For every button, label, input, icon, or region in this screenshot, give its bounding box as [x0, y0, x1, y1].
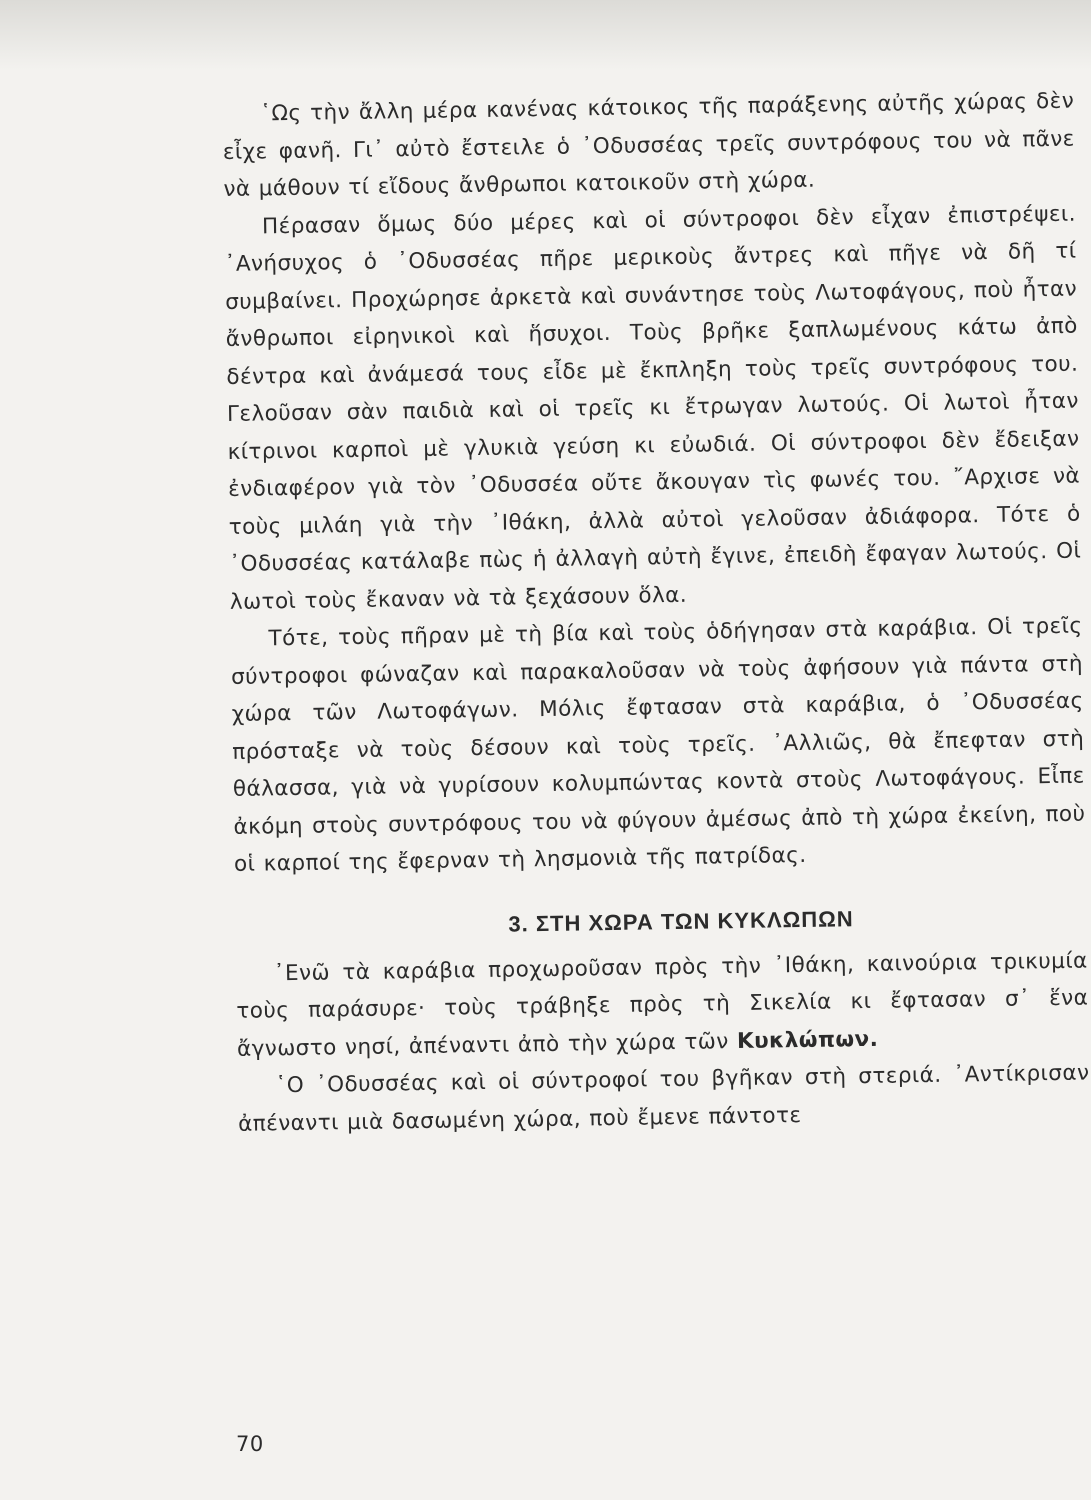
section-paragraph-2: ῾Ο ᾽Οδυσσέας καὶ οἱ σύντροφοί του βγῆκαν στὴ στεριά. ᾽Αντίκρισαν ἀπέναντι μιὰ δασωμένη χώρα, ποὺ ἔμενε πάντοτε	[237, 1060, 1090, 1137]
paragraph-3: Τότε, τοὺς πῆραν μὲ τὴ βία καὶ τοὺς ὁδήγησαν στὰ καράβια. Οἱ τρεῖς σύντροφοι φώναζαν καὶ παρακαλοῦσαν νὰ τοὺς ἀφήσουν γιὰ πάντα στὴ χώρα τῶν Λωτοφάγων. Μόλις ἔφτασαν στὰ καράβια, ὁ ᾽Οδυσσέας πρόσταξε νὰ τοὺς δέσουν καὶ τοὺς τρεῖς. ᾽Αλλιῶς, θὰ ἔπεφταν στὴ θάλασσα, γιὰ νὰ γυρίσουν κολυμπώντας κοντὰ στοὺς Λωτοφάγους. Εἶπε ἀκόμη στοὺς συντρόφους του νὰ φύγουν ἀμέσως ἀπὸ τὴ χώρα ἐκείνη, ποὺ οἱ καρποί της ἔφερναν τὴ λησμονιὰ τῆς πατρίδας.	[230, 613, 1086, 877]
paragraph-2: Πέρασαν ὅμως δύο μέρες καὶ οἱ σύντροφοι δὲν εἶχαν ἐπιστρέψει. ᾽Ανήσυχος ὁ ᾽Οδυσσέας πῆρε μερικοὺς ἄντρες καὶ πῆγε νὰ δῆ τί συμβαίνει. Προχώρησε ἀρκετὰ καὶ συνάντησε τοὺς Λωτοφάγους, ποὺ ἦταν ἄνθρωποι εἰρηνικοὶ καὶ ἥσυχοι. Τοὺς βρῆκε ξαπλωμένους κάτω ἀπὸ δέντρα καὶ ἀνάμεσά τους εἶδε μὲ ἔκπληξη τοὺς τρεῖς συντρόφους του. Γελοῦσαν σὰν παιδιὰ καὶ οἱ τρεῖς κι ἔτρωγαν λωτούς. Οἱ λωτοὶ ἦταν κίτρινοι καρποὶ μὲ γλυκιὰ γεύση κι εὐωδιά. Οἱ σύντροφοι δὲν ἔδειξαν ἐνδιαφέρον γιὰ τὸν ᾽Οδυσσέα οὔτε ἄκουγαν τὶς φωνές του. ῎Αρχισε νὰ τοὺς μιλάη γιὰ τὴν ᾽Ιθάκη, ἀλλὰ αὐτοὶ γελοῦσαν ἀδιάφορα. Τότε ὁ ᾽Οδυσσέας κατάλαβε πὼς ἡ ἀλλαγὴ αὐτὴ ἔγινε, ἐπειδὴ ἔφαγαν λωτούς. Οἱ λωτοὶ τοὺς ἔκαναν νὰ τὰ ξεχάσουν ὅλα.	[224, 201, 1082, 615]
page-text-block	[222, 83, 1090, 1143]
paragraph-1: ῾Ως τὴν ἄλλη μέρα κανένας κάτοικος τῆς παράξενης αὐτῆς χώρας δὲν εἶχε φανῆ. Γι᾽ αὐτὸ ἔστειλε ὁ ᾽Οδυσσέας τρεῖς συντρόφους του νὰ πᾶνε νὰ μάθουν τί εἴδους ἄνθρωποι κατοικοῦν στὴ χώρα.	[222, 88, 1075, 202]
scan-shadow	[0, 0, 1091, 70]
section-paragraph-1-text: ᾽Ενῶ τὰ καράβια προχωροῦσαν πρὸς τὴν ᾽Ιθάκη, καινούρια τρικυμία τοὺς παράσυρε· τοὺς τράβηξε πρὸς τὴ Σικελία κι ἔφτασαν σ᾽ ἕνα ἄγνωστο νησί, ἀπέναντι ἀπὸ τὴν χώρα τῶν	[236, 948, 1089, 1062]
cyclops-bold-word: Κυκλώπων.	[736, 1026, 879, 1054]
section-heading: 3. ΣΤΗ ΧΩΡΑ ΤΩΝ ΚΥΚΛΩΠΩΝ	[508, 905, 854, 937]
section-paragraph-1	[236, 942, 1090, 1068]
page-number: 70	[236, 1432, 264, 1456]
